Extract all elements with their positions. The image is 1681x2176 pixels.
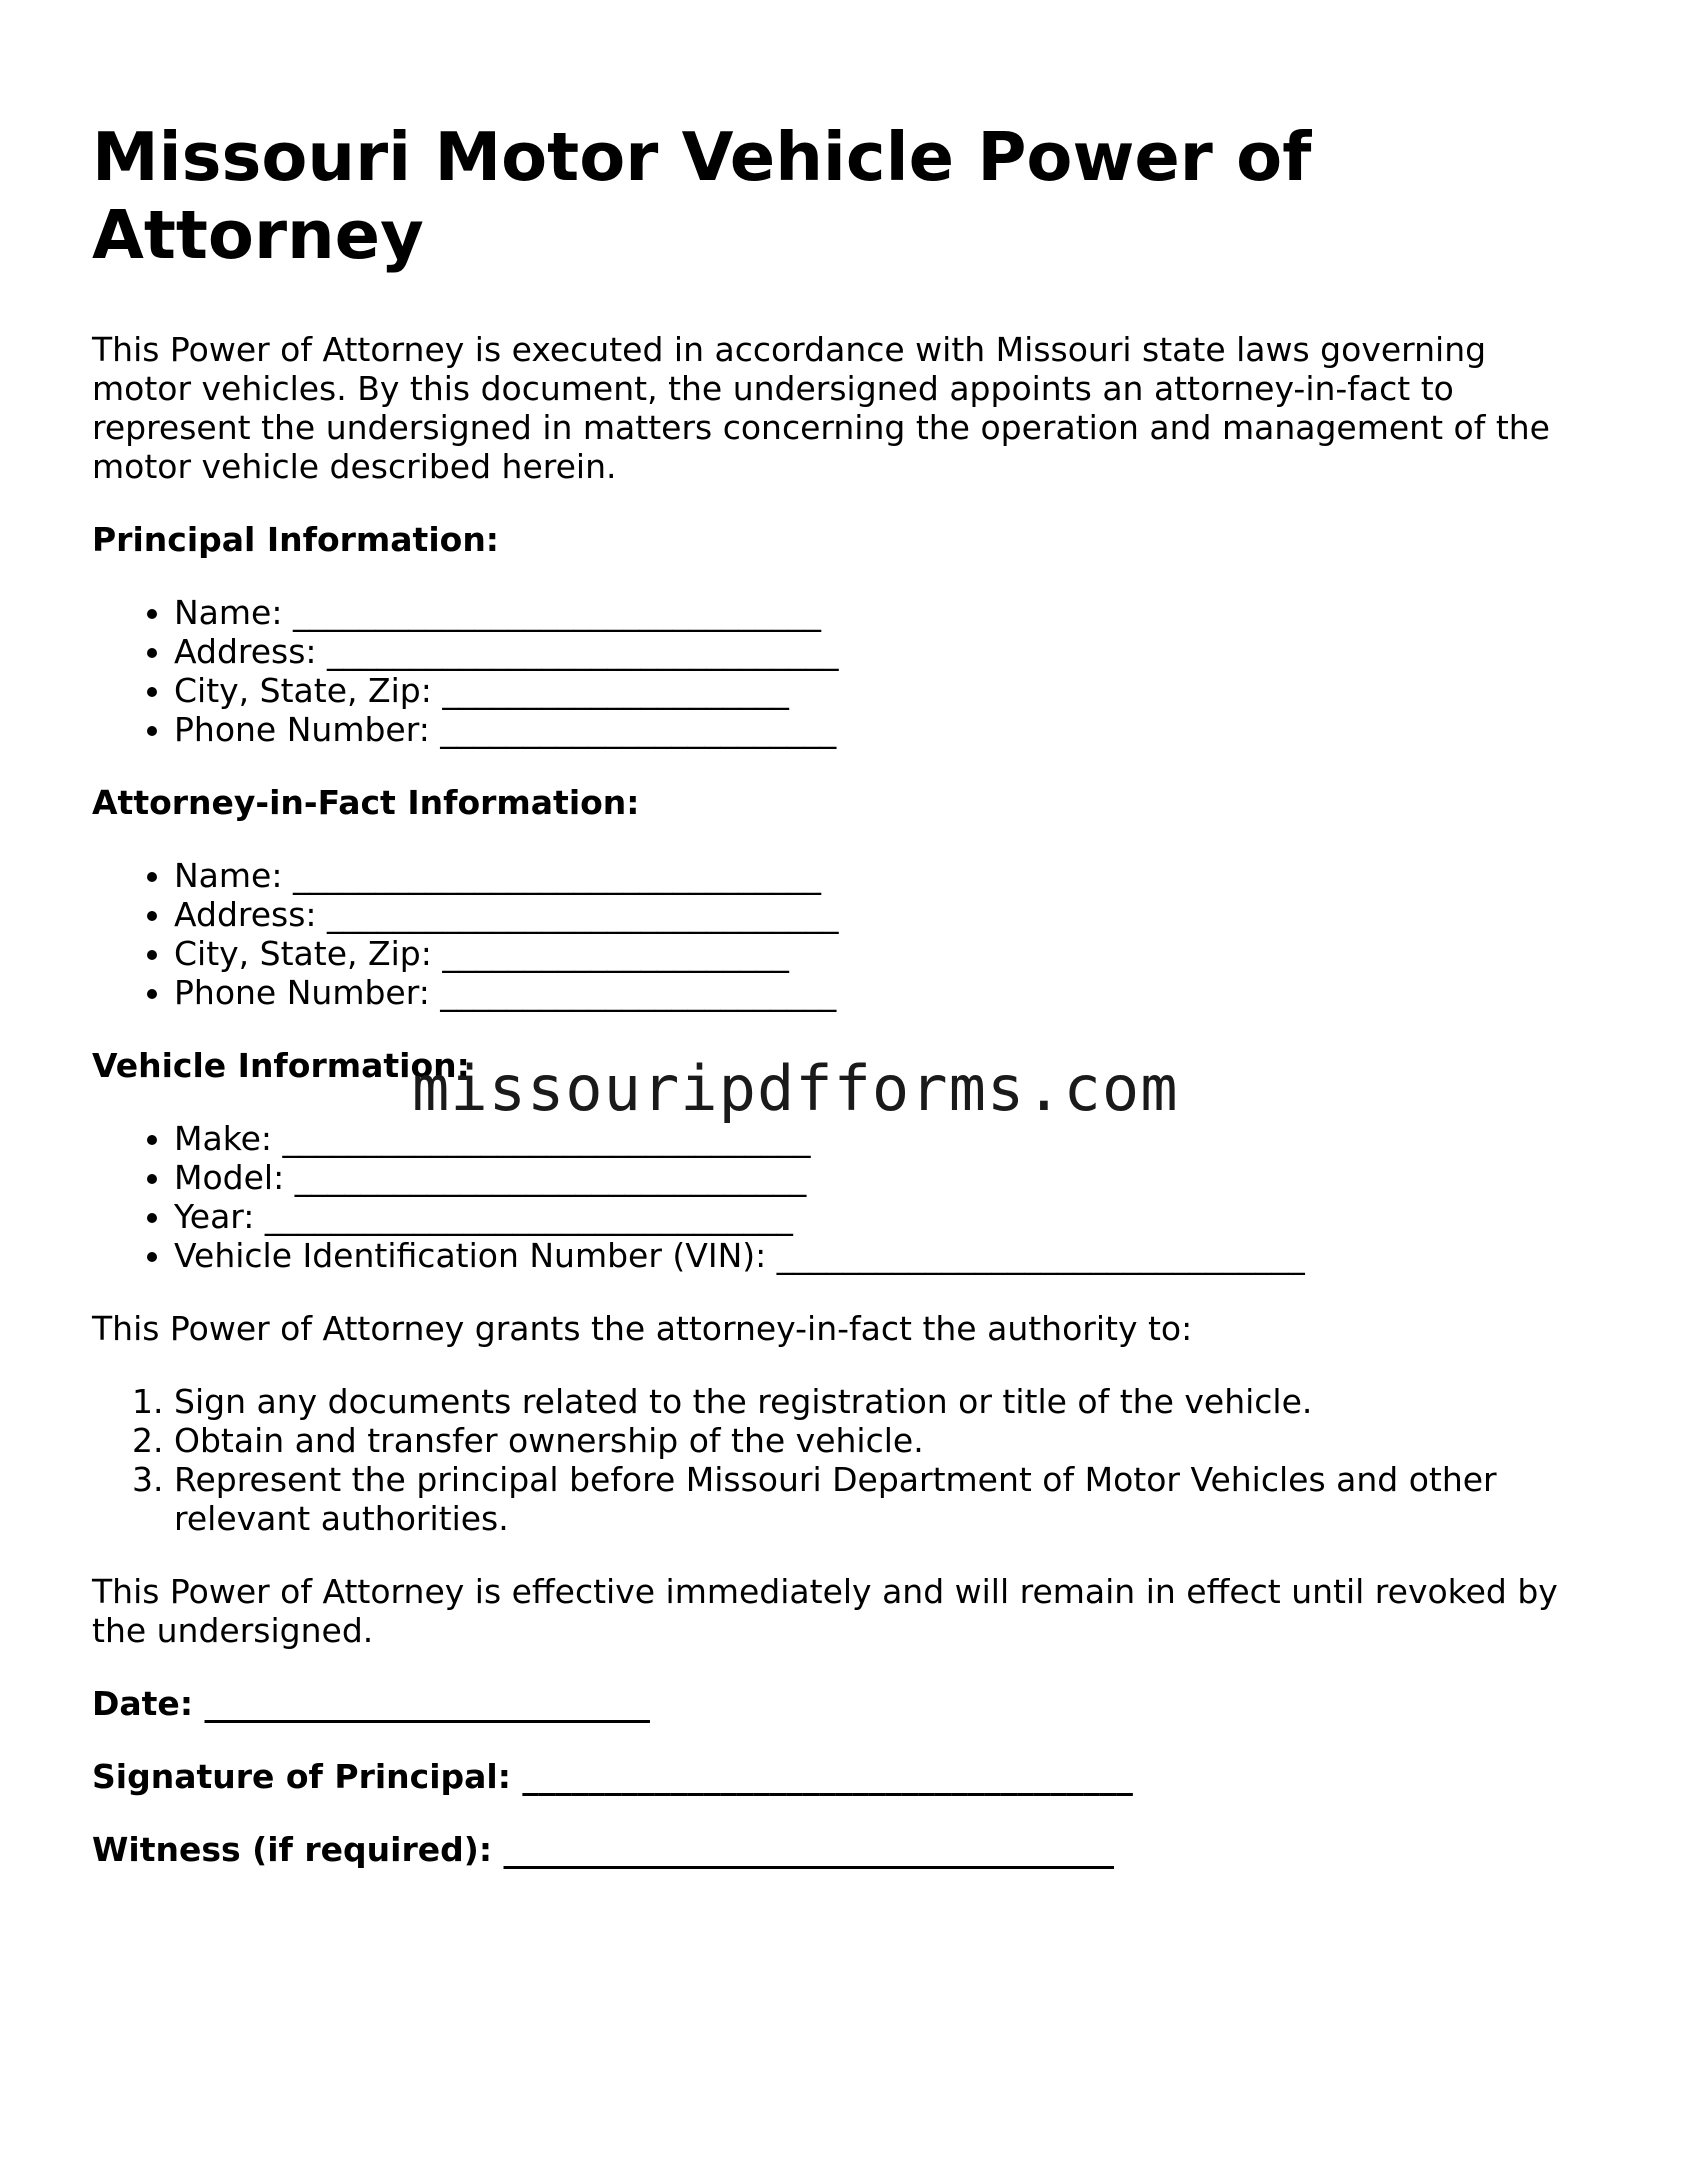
vehicle-fields — [92, 1119, 1592, 1275]
vehicle-vin-field[interactable]: • Vehicle Identification Number (VIN): ________________________________ — [174, 1236, 1592, 1275]
authority-item: 1. Sign any documents related to the registration or title of the vehicle. — [174, 1382, 1592, 1421]
date-line[interactable]: Date: ___________________________ — [92, 1684, 651, 1723]
vehicle-year-field[interactable]: • Year: ________________________________ — [174, 1197, 1592, 1236]
witness-signature-line[interactable]: Witness (if required): _____________________________________ — [92, 1830, 1115, 1869]
authority-item: 2. Obtain and transfer ownership of the vehicle. — [174, 1421, 1592, 1460]
attorney-phone-field[interactable]: • Phone Number: ________________________ — [174, 973, 1592, 1012]
principal-fields — [92, 593, 1592, 749]
document-title: Missouri Motor Vehicle Power of Attorney — [92, 118, 1312, 274]
effective-paragraph: This Power of Attorney is effective immediately and will remain in effect until revoked by the undersigned. — [92, 1572, 1558, 1650]
principal-address-field[interactable]: • Address: _______________________________ — [174, 632, 1592, 671]
attorney-fields — [92, 856, 1592, 1012]
attorney-address-field[interactable]: • Address: _______________________________ — [174, 895, 1592, 934]
principal-signature-line[interactable]: Signature of Principal: _____________________________________ — [92, 1757, 1133, 1796]
watermark-text: missouripdfforms.com — [412, 1052, 1179, 1125]
authority-item: 3. Represent the principal before Missouri Department of Motor Vehicles and other relevant authorities. — [174, 1460, 1592, 1538]
principal-phone-field[interactable]: • Phone Number: ________________________ — [174, 710, 1592, 749]
attorney-heading: Attorney-in-Fact Information: — [92, 783, 640, 822]
vehicle-model-field[interactable]: • Model: _______________________________ — [174, 1158, 1592, 1197]
principal-city-field[interactable]: • City, State, Zip: _____________________ — [174, 671, 1592, 710]
principal-heading: Principal Information: — [92, 520, 500, 559]
document-page — [92, 118, 1592, 1903]
principal-name-field[interactable]: • Name: ________________________________ — [174, 593, 1592, 632]
vehicle-heading: Vehicle Information: — [92, 1046, 470, 1085]
attorney-city-field[interactable]: • City, State, Zip: _____________________ — [174, 934, 1592, 973]
intro-paragraph: This Power of Attorney is executed in accordance with Missouri state laws governing motor vehicles. By this document, the undersigned appoints an attorney-in-fact to represent the undersigned in matters concerning the operation and management of the motor vehicle described herein. — [92, 330, 1550, 486]
authority-intro: This Power of Attorney grants the attorney-in-fact the authority to: — [92, 1309, 1193, 1348]
vehicle-make-field[interactable]: • Make: ________________________________ — [174, 1119, 1592, 1158]
attorney-name-field[interactable]: • Name: ________________________________ — [174, 856, 1592, 895]
authority-list — [92, 1382, 1592, 1538]
